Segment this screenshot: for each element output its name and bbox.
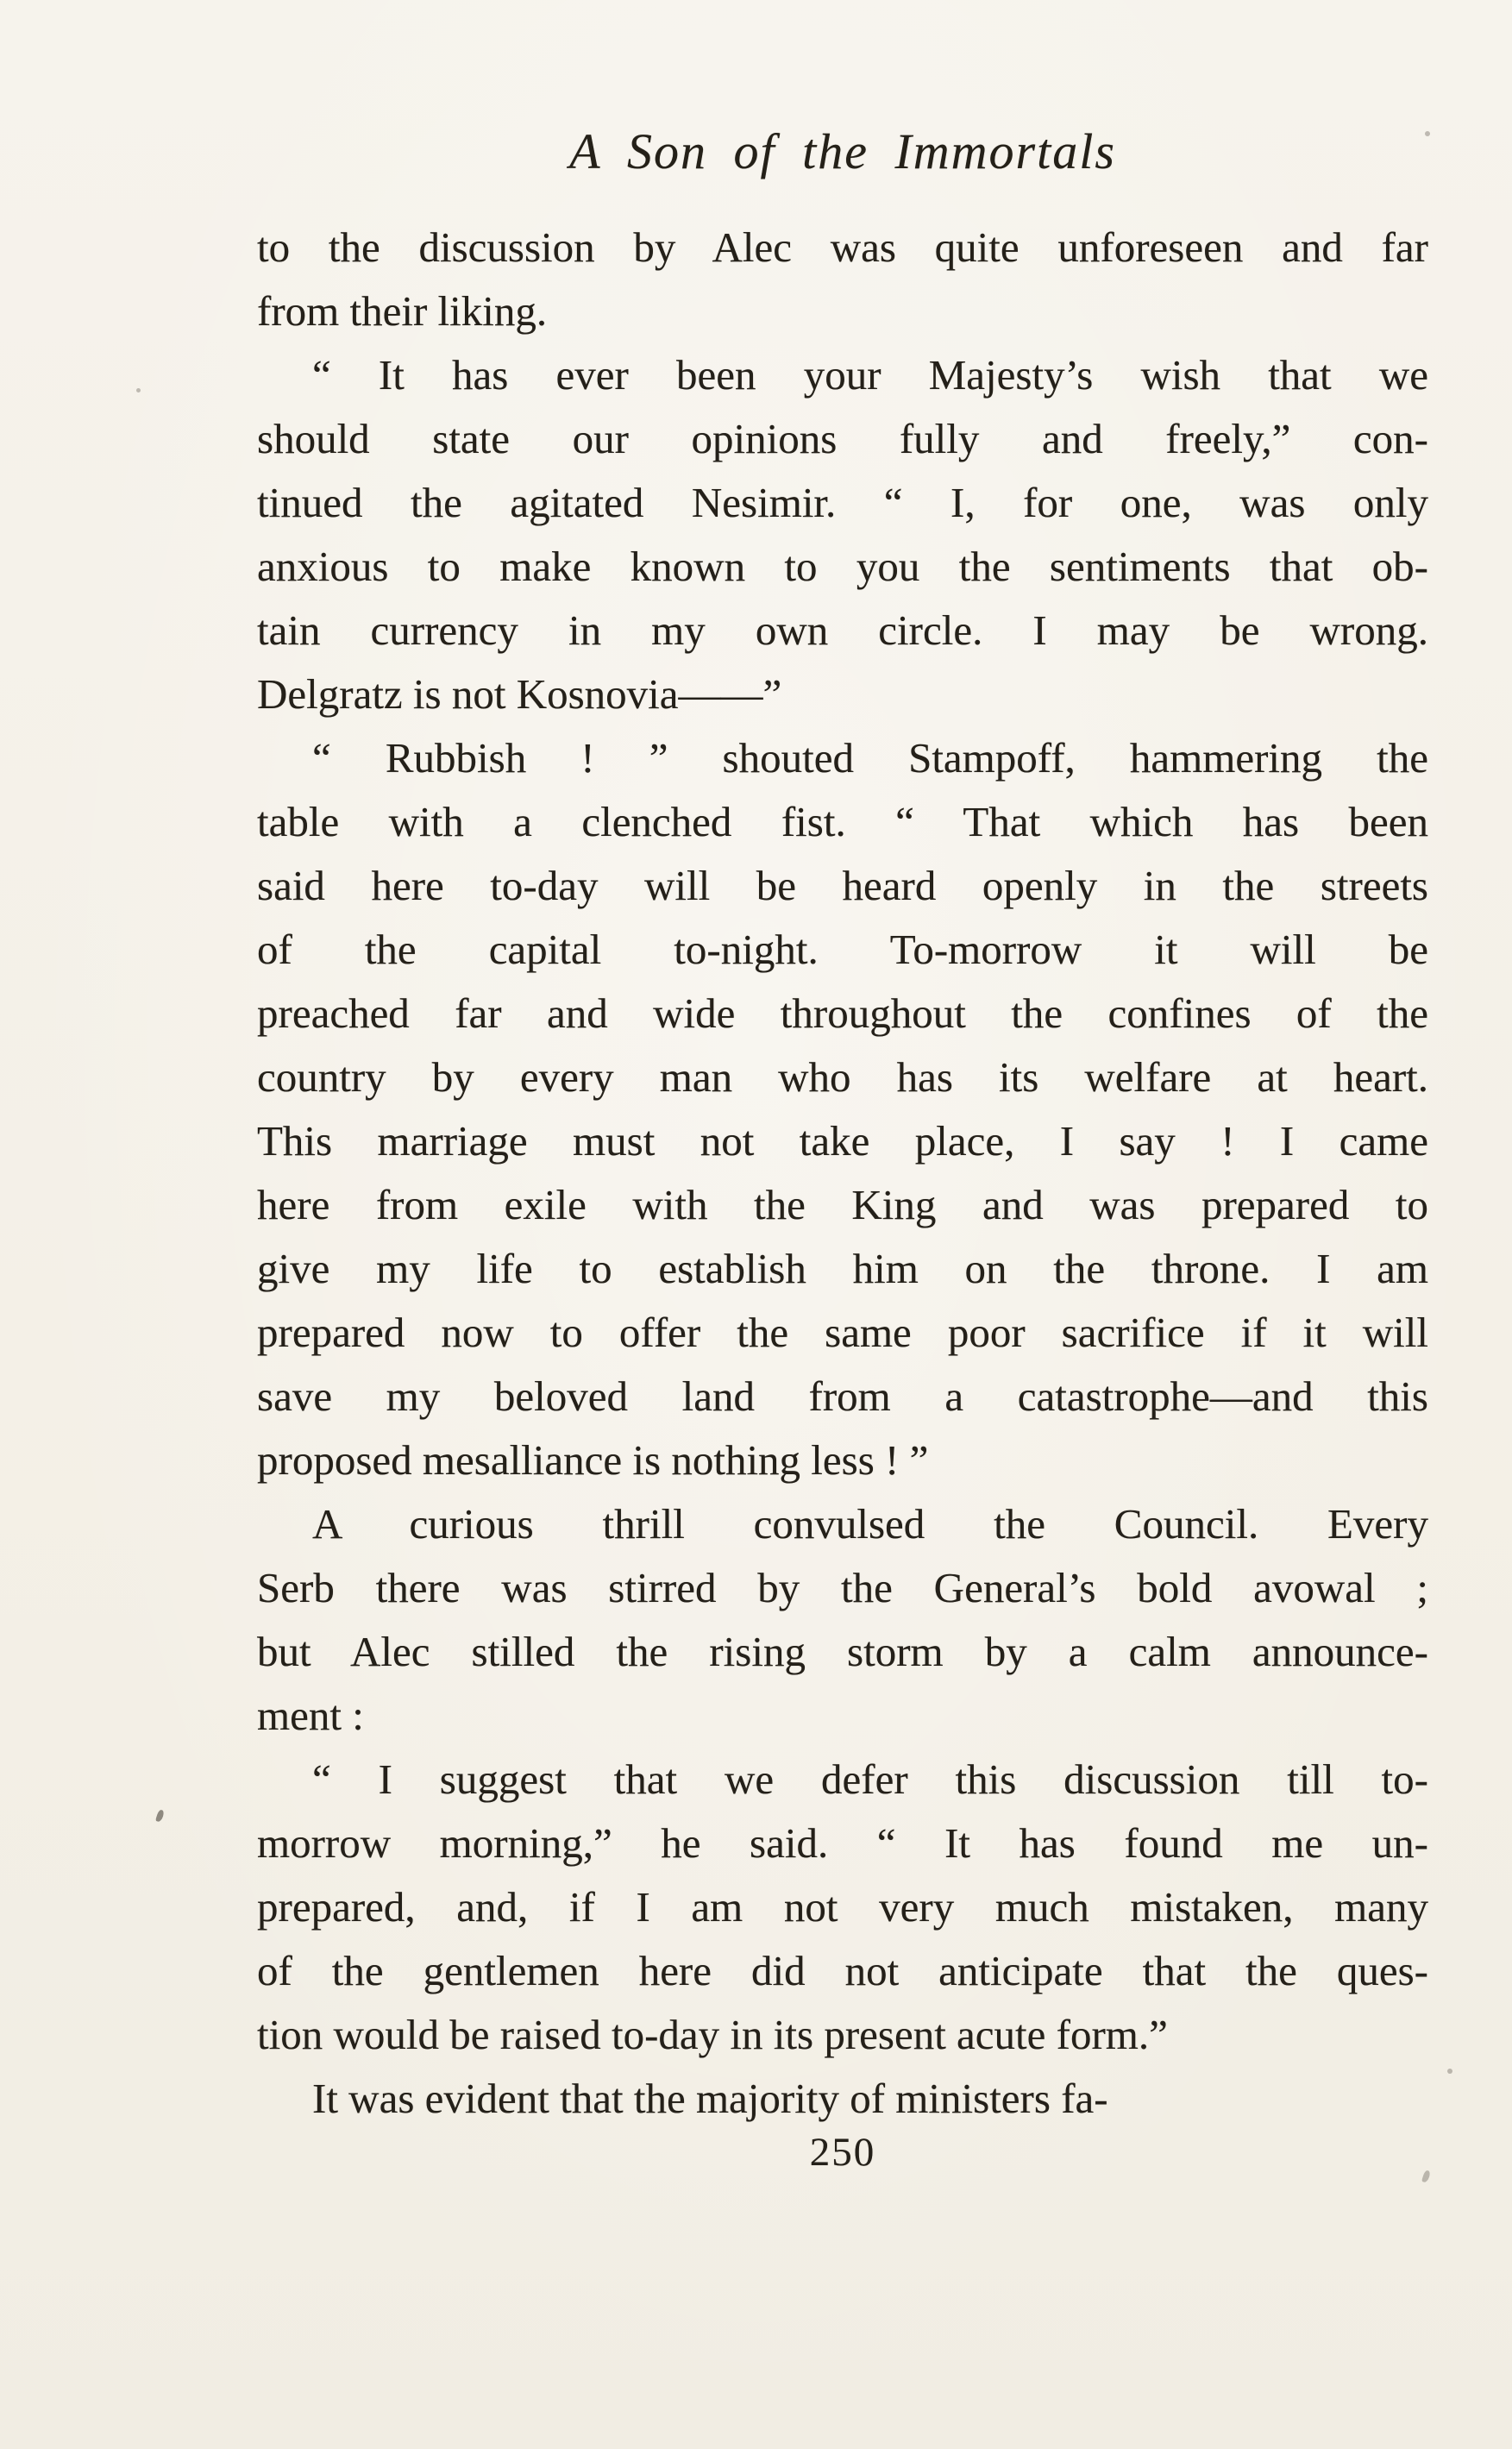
page-number: 250: [809, 2130, 876, 2175]
text-line: tinued the agitated Nesimir. “ I, for one, was only: [257, 479, 1428, 526]
text-line: said here to-day will be heard openly in the streets: [257, 862, 1428, 909]
text-line: from their liking.: [257, 287, 548, 335]
text-line: preached far and wide throughout the confines of the: [257, 989, 1428, 1037]
text-line: to the discussion by Alec was quite unforeseen and far: [257, 223, 1428, 271]
text-line: tion would be raised to-day in its present acute form.”: [257, 2011, 1168, 2058]
text-line: anxious to make known to you the sentiments that ob-: [257, 543, 1428, 590]
text-line: prepared now to offer the same poor sacrifice if it will: [257, 1309, 1428, 1356]
text-line: save my beloved land from a catastrophe—and this: [257, 1372, 1428, 1420]
text-line: “ Rubbish ! ” shouted Stampoff, hammering the: [312, 734, 1428, 782]
scan-speck: [1447, 2069, 1452, 2074]
text-line: of the capital to-night. To-morrow it will be: [257, 926, 1428, 973]
text-line: morrow morning,” he said. “ It has found me un-: [257, 1819, 1428, 1867]
text-line: Serb there was stirred by the General’s bold avowal ;: [257, 1564, 1428, 1611]
body-text: [257, 216, 1428, 2131]
text-line: tain currency in my own circle. I may be wrong.: [257, 606, 1428, 654]
text-line: “ I suggest that we defer this discussion till to-: [312, 1755, 1428, 1803]
text-line: here from exile with the King and was prepared to: [257, 1181, 1428, 1228]
text-line: Delgratz is not Kosnovia——”: [257, 670, 782, 718]
text-line: but Alec stilled the rising storm by a calm announce-: [257, 1628, 1428, 1675]
text-line: country by every man who has its welfare at heart.: [257, 1053, 1428, 1101]
text-line: proposed mesalliance is nothing less ! ”: [257, 1436, 929, 1484]
text-line: give my life to establish him on the throne. I am: [257, 1245, 1428, 1292]
text-line: “ It has ever been your Majesty’s wish that we: [312, 351, 1428, 399]
text-line: prepared, and, if I am not very much mistaken, many: [257, 1883, 1428, 1931]
text-line: should state our opinions fully and freely,” con-: [257, 415, 1428, 462]
text-line: ment :: [257, 1692, 364, 1739]
text-line: table with a clenched fist. “ That which has been: [257, 798, 1428, 845]
scan-speck: [155, 1809, 165, 1822]
text-line: It was evident that the majority of ministers fa-: [312, 2075, 1108, 2122]
text-line: This marriage must not take place, I say ! I came: [257, 1117, 1428, 1165]
text-line: of the gentlemen here did not anticipate that the ques-: [257, 1947, 1428, 1994]
scan-speck: [1425, 131, 1430, 136]
text-line: A curious thrill convulsed the Council. Every: [312, 1500, 1428, 1548]
scan-speck: [136, 388, 141, 392]
running-head-title: A Son of the Immortals: [569, 123, 1116, 179]
